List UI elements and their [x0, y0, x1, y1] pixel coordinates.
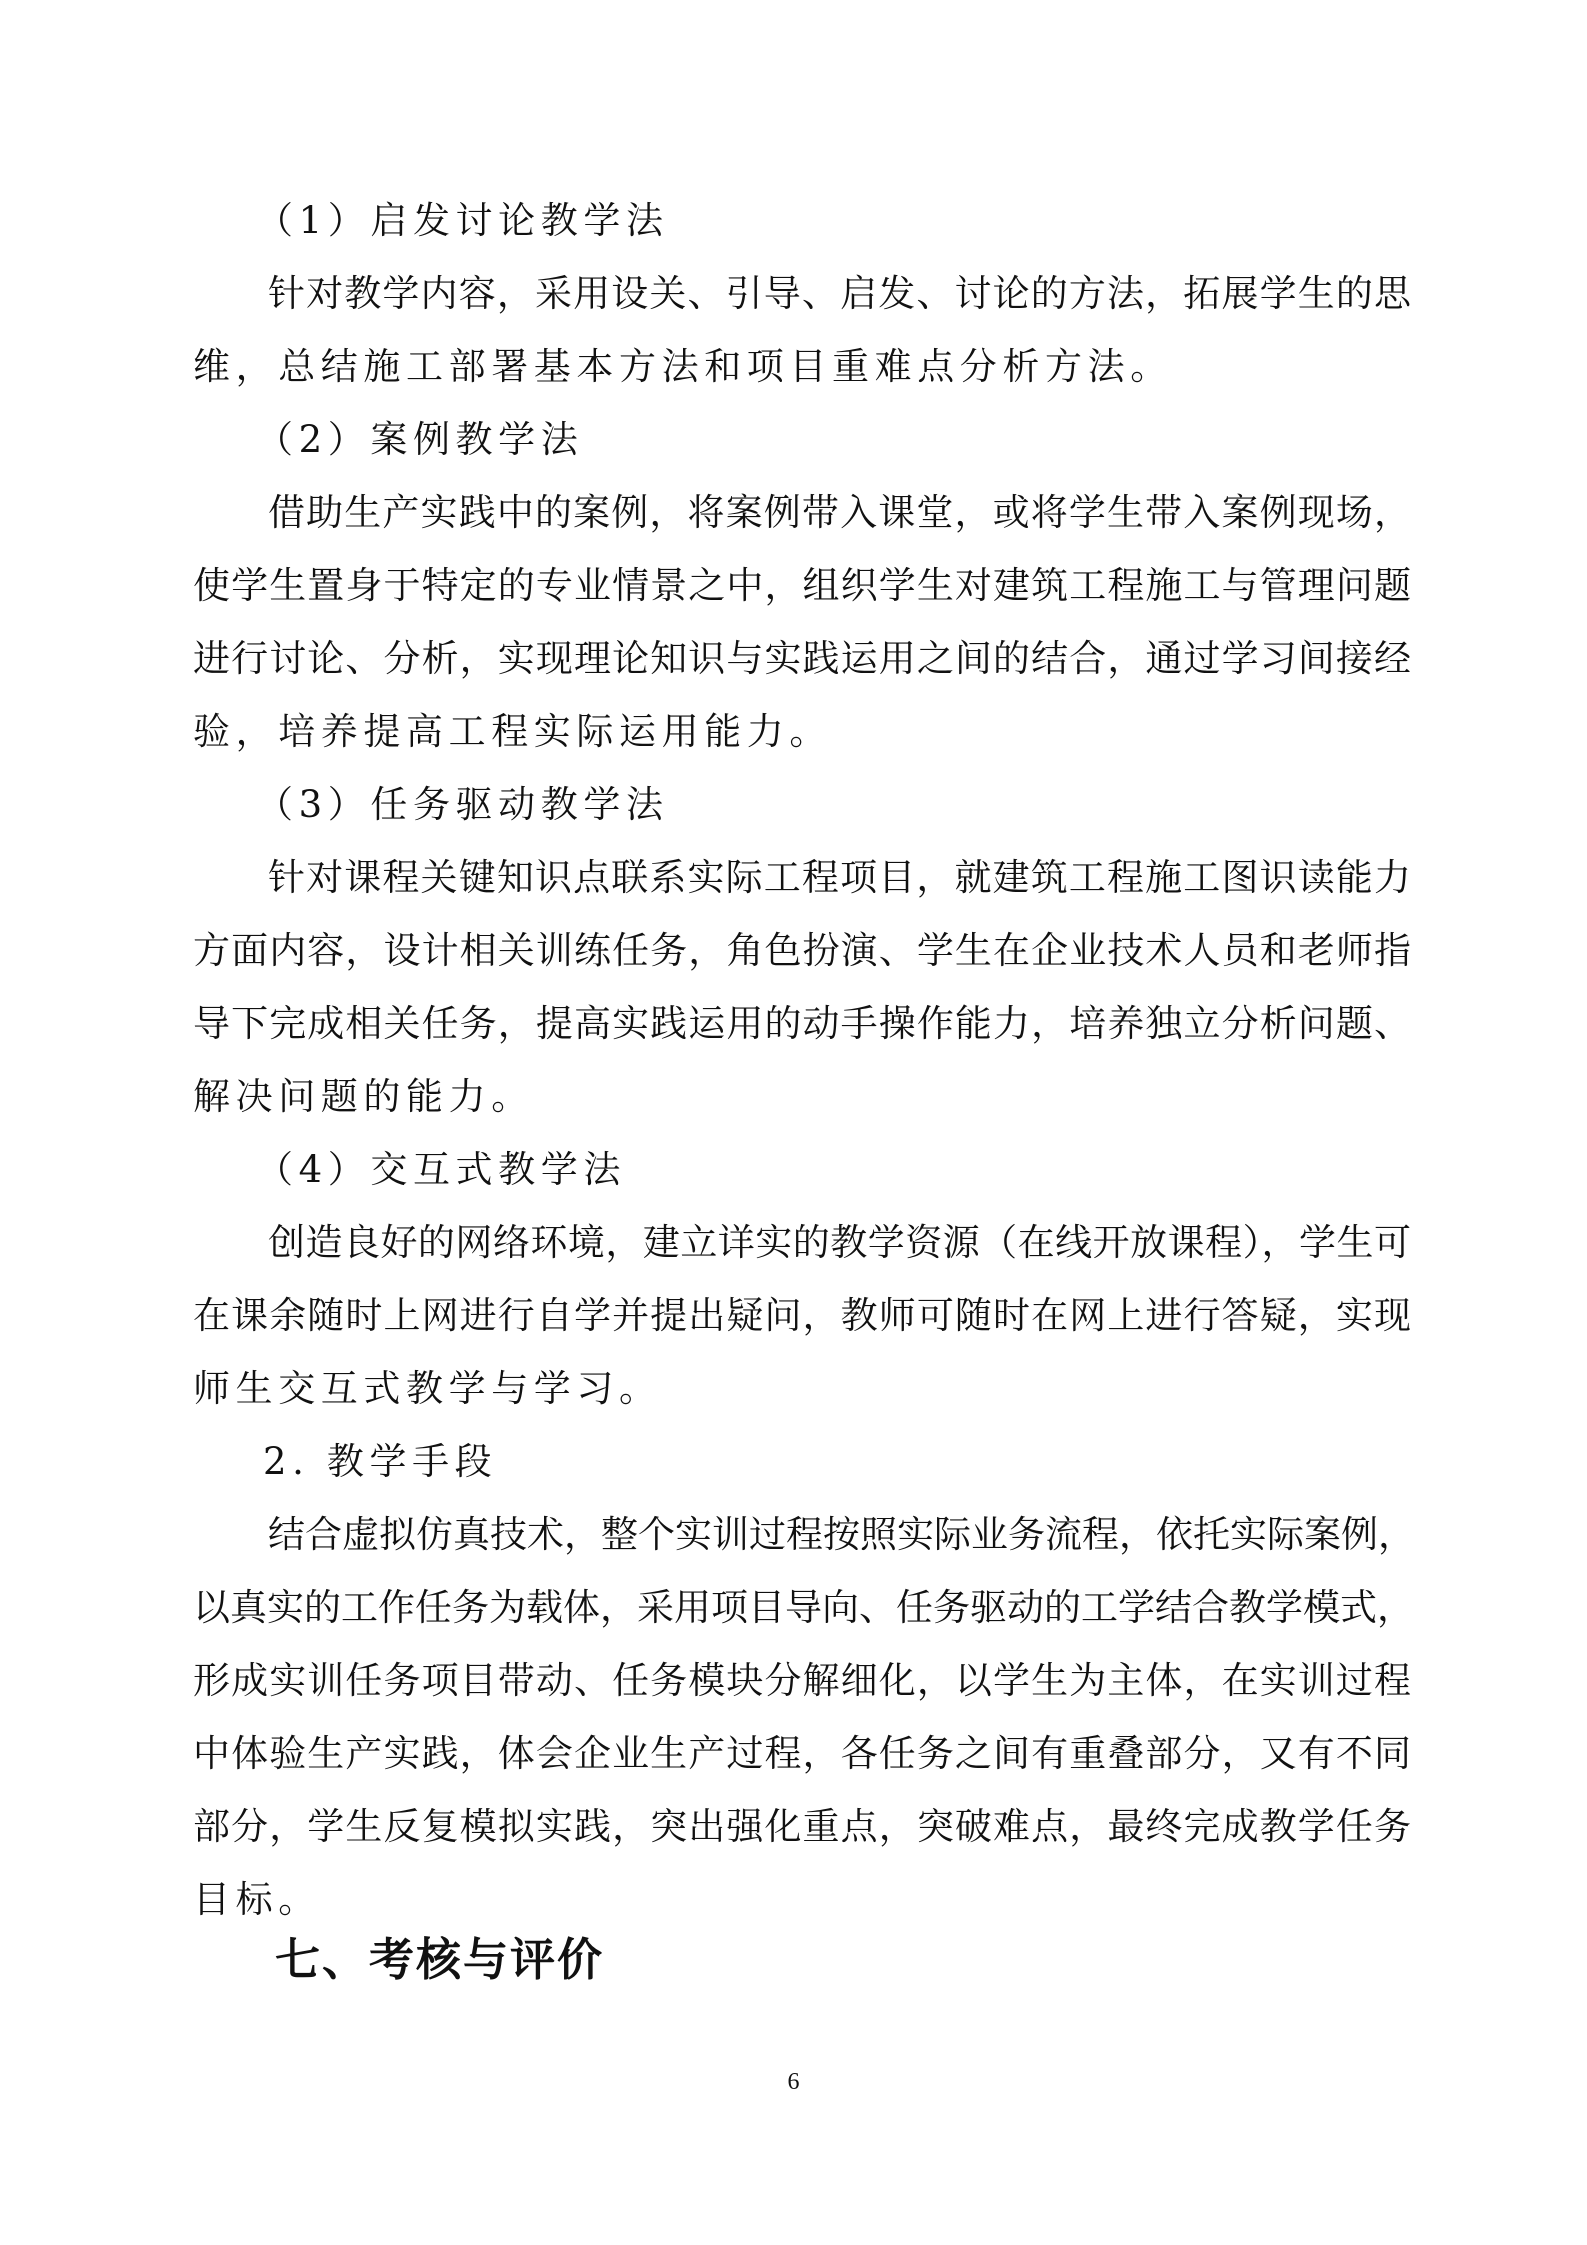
paragraph-line: 解决问题的能力。: [193, 1075, 534, 1118]
paragraph-line: 创造良好的网络环境，建立详实的教学资源（在线开放课程），学生可: [268, 1221, 1411, 1264]
paragraph-line: 导下完成相关任务，提高实践运用的动手操作能力，培养独立分析问题、: [193, 1002, 1411, 1045]
paragraph-line: 在课余随时上网进行自学并提出疑问，教师可随时在网上进行答疑，实现: [193, 1294, 1411, 1337]
paragraph-line: 针对教学内容，采用设关、引导、启发、讨论的方法，拓展学生的思: [268, 272, 1411, 315]
paragraph-line: 借助生产实践中的案例，将案例带入课堂，或将学生带入案例现场，: [268, 491, 1411, 534]
subheading-discussion-method: （1）启发讨论教学法: [256, 199, 669, 242]
subheading-teaching-means: 2. 教学手段: [263, 1440, 498, 1483]
paragraph-line: 中体验生产实践，体会企业生产过程，各任务之间有重叠部分，又有不同: [193, 1732, 1411, 1775]
subheading-interactive-method: （4）交互式教学法: [256, 1148, 626, 1191]
paragraph-line: 进行讨论、分析，实现理论知识与实践运用之间的结合，通过学习间接经: [193, 637, 1411, 680]
paragraph-line: 师生交互式教学与学习。: [193, 1367, 662, 1410]
paragraph-line: 使学生置身于特定的专业情景之中，组织学生对建筑工程施工与管理问题: [193, 564, 1411, 607]
paragraph-line: 形成实训任务项目带动、任务模块分解细化，以学生为主体，在实训过程: [193, 1659, 1411, 1702]
chapter-heading: 七、考核与评价: [275, 1933, 605, 1986]
paragraph-line: 目标。: [193, 1878, 321, 1921]
paragraph-line: 部分，学生反复模拟实践，突出强化重点，突破难点，最终完成教学任务: [193, 1805, 1411, 1848]
body-text: [193, 184, 1415, 1936]
paragraph-line: 方面内容，设计相关训练任务，角色扮演、学生在企业技术人员和老师指: [193, 929, 1411, 972]
paragraph-line: 维，总结施工部署基本方法和项目重难点分析方法。: [193, 345, 1173, 388]
paragraph-line: 以真实的工作任务为载体，采用项目导向、任务驱动的工学结合教学模式，: [193, 1586, 1414, 1629]
paragraph-line: 针对课程关键知识点联系实际工程项目，就建筑工程施工图识读能力: [268, 856, 1411, 899]
page-number: 6: [787, 2069, 800, 2095]
subheading-task-driven-method: （3）任务驱动教学法: [256, 783, 669, 826]
paragraph-line: 验，培养提高工程实际运用能力。: [193, 710, 832, 753]
paragraph-line: 结合虚拟仿真技术，整个实训过程按照实际业务流程，依托实际案例，: [268, 1513, 1415, 1556]
subheading-case-method: （2）案例教学法: [256, 418, 584, 461]
